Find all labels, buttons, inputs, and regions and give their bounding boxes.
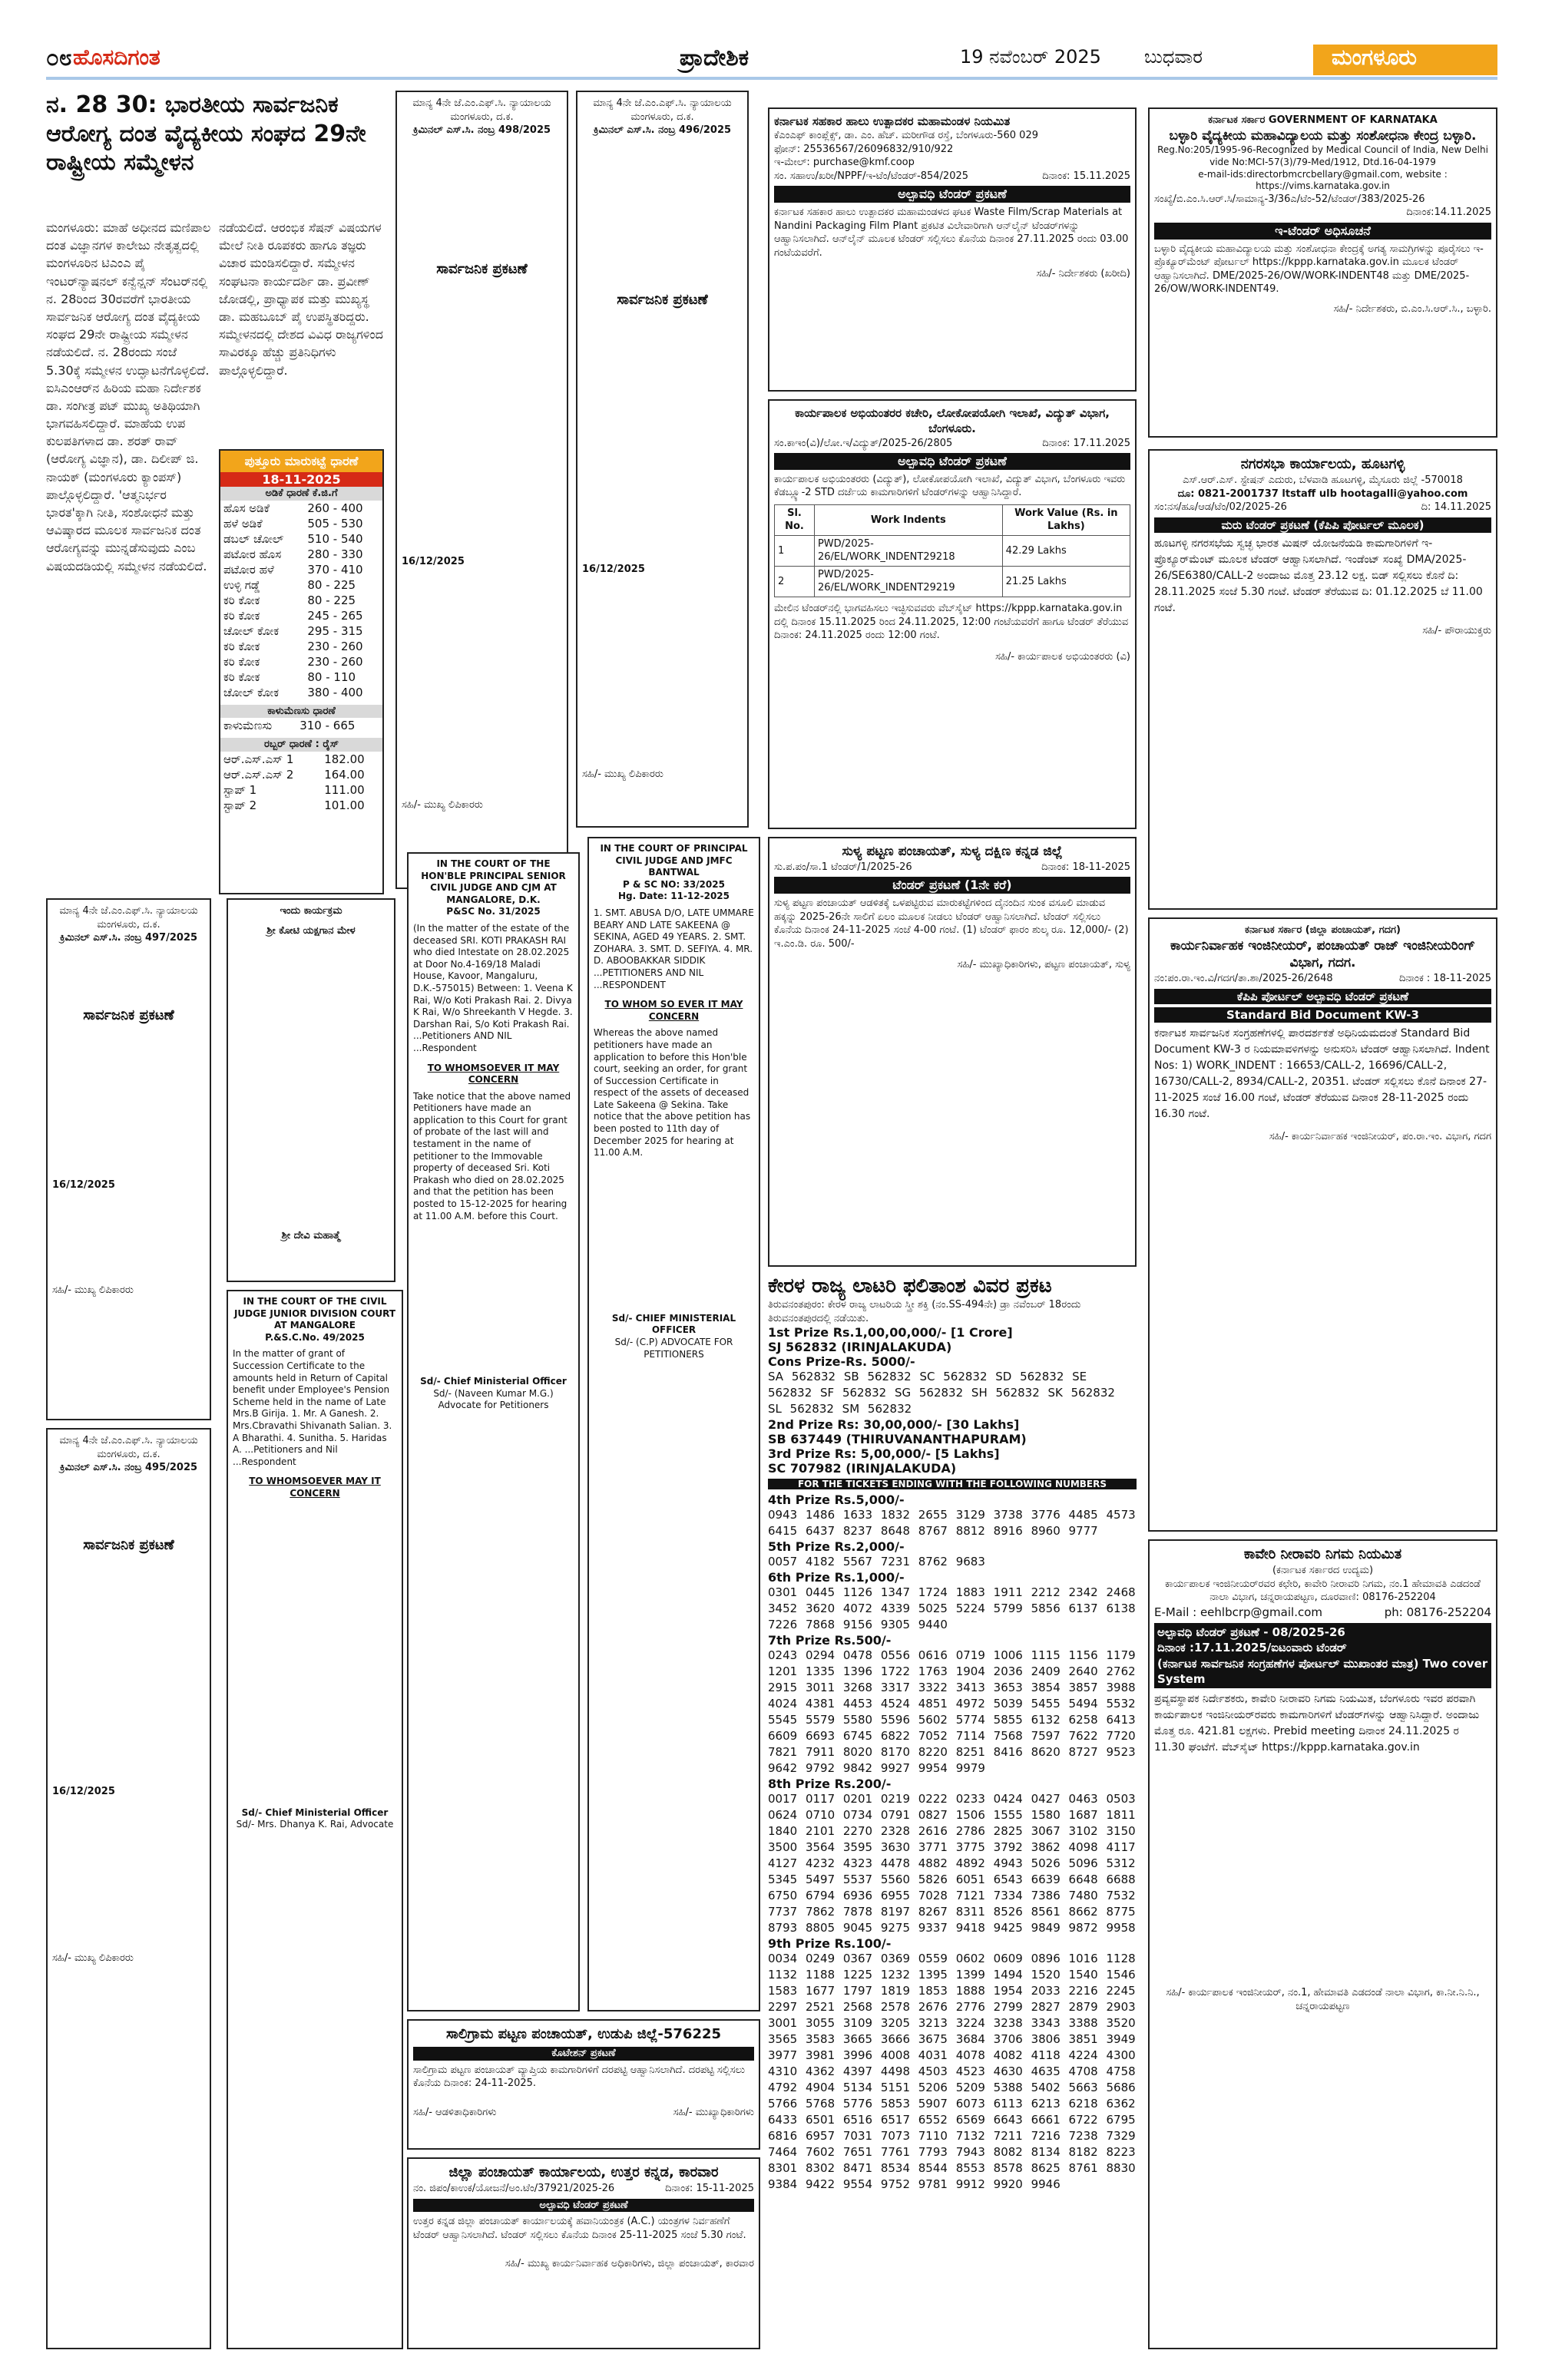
court-case-number: P.&S.C.No. 49/2025	[265, 1331, 365, 1343]
commodity-price: 510 - 540	[307, 531, 363, 546]
court-whom: TO WHOMSOEVER IT MAY CONCERN	[427, 1062, 560, 1086]
court-sign: Sd/- Chief Ministerial Officer	[241, 1806, 389, 1818]
commodity-name: ಕರಿ ಕೋಕ	[223, 593, 260, 607]
tender-title: ಮರು ಟೆಂಡರ್ ಪ್ರಕಟಣೆ (ಕೆಪಿಪಿ ಪೋರ್ಟಲ್ ಮೂಲಕ)	[1154, 517, 1491, 533]
prize-2-number: SB 637449 (THIRUVANANTHAPURAM)	[768, 1432, 1027, 1447]
cell: 21.25 Lakhs	[1002, 566, 1130, 597]
tender-date: ದಿ: 14.11.2025	[1421, 501, 1491, 514]
prize-7-label: 7th Prize Rs.500/-	[768, 1633, 892, 1648]
notice-title: ಸಾರ್ವಜನಿಕ ಪ್ರಕಟಣೆ	[617, 291, 708, 308]
lottery-results	[768, 1274, 1137, 2349]
notice-title: ಸಾರ್ವಜನಿಕ ಪ್ರಕಟಣೆ	[436, 260, 528, 277]
prize-7-numbers: 0243 0294 0478 0556 0616 0719 1006 1115 1156 1179 1201 1335 1396 1722 1763 1904 2036 2409 2640 2762 2915 3011 3268 3317 3322 3413 3653 3854 3857 3988 4024 4381 4453 4524 4851 4972 5039 5455 5494 5532 5545 5579 5580 5596 5602 5774 5855 6132 6258 6413 6609 6693 6745 6822 7052 7114 7568 7597 7622 7720 7821 7911 8020 8170 8220 8251 8416 8620 8727 9523 9642 9792 9842 9927 9954 9979	[768, 1648, 1136, 1776]
court-notice-497	[46, 898, 211, 1420]
commodity-price: 380 - 400	[307, 685, 363, 699]
cauvery-tender	[1148, 1539, 1497, 2349]
commodity-name: ಕರಿ ಕೋಕ	[223, 639, 260, 653]
court-body: In the matter of grant of Succession Certificate to the amounts held in Return of Capital benefit under Employee's Pension Scheme held in the name of Late Mrs.B Girija. 1. Mr. A Ganesh. 2. Mrs.Cbravathi Shivanath Salian. 3. A Bharathi. 4. Sunitha. 5. Haridas A. ...Petitioners and Nil ...Respondent	[233, 1348, 392, 1467]
tender-sign: ಸಹಿ/- ನಿರ್ದೇಶಕರು (ಖರೀದಿ)	[1036, 268, 1130, 280]
notice-signature: ಸಹಿ/- ಮುಖ್ಯ ಲಿಪಿಕಾರರು	[52, 1284, 134, 1297]
col-header: Sl. No.	[775, 504, 815, 535]
court-body: Whereas the above named petitioners have made an application to before this Hon'ble court, seeking an order, for grant of Succession Certificate in respect of the assets of deceased Late Sakeena @ Sekina. Take notice that the above petition has been posted to 11th day of December 2025 for hearing at 11.00 A.M.	[594, 1027, 751, 1159]
saligrama-notice	[407, 2019, 760, 2150]
tender-phone: ದೂ: 0821-2001737 ltstaff ulb hootagalli@yahoo.com	[1177, 488, 1468, 500]
pepper-name: ಕಾಳುಮೆಣಸು	[223, 719, 273, 733]
tender-body-2: ಮೇಲಿನ ಟೆಂಡರ್‌ನಲ್ಲಿ ಭಾಗವಹಿಸಲು ಇಚ್ಛಿಸುವವರು ವೆಬ್‌ಸೈಟ್ https://kppp.karnataka.gov.in ದಲ್ಲಿ ದಿನಾಂಕ 15.11.2025 ರಿಂದ 24.11.2025, 12:00 ಗಂಟೆಯವರೆಗೆ ಹಾಗೂ ಟೆಂಡರ್ ತೆರೆಯುವ ದಿನಾಂಕ: 24.11.2025 ರಂದು 12:00 ಗಂಟೆ.	[774, 603, 1129, 642]
commodity-name: ಡಬಲ್ ಚೋಲ್	[223, 531, 284, 546]
rubber-price: 182.00	[324, 752, 365, 766]
tender-body: ಹೂಟಗಳ್ಳಿ ನಗರಸಭೆಯ ಸ್ವಚ್ಛ ಭಾರತ ಮಿಷನ್ ಯೋಜನೆಯಡಿ ಕಾಮಗಾರಿಗಳಿಗೆ ಇ-ಪ್ರೊಕ್ಯೂರ್‌ಮೆಂಟ್ ಮೂಲಕ ಟೆಂಡರ್ ಆಹ್ವಾನಿಸಲಾಗಿದೆ. ಇಂಡೆಂಟ್ ಸಂಖ್ಯೆ DMA/2025-26/SE6380/CALL-2 ಅಂದಾಜು ಮೊತ್ತ 23.12 ಲಕ್ಷ. ಬಿಡ್ ಸಲ್ಲಿಸಲು ಕೊನೆ ದಿ: 28.11.2025 ಸಂಜೆ 5.30 ಗಂಟೆ. ಟೆಂಡರ್ ತೆರೆಯುವ ದಿ: 01.12.2025 ಬೆ 11.00 ಗಂಟೆ.	[1154, 537, 1483, 615]
notice-number: ಕ್ರಿಮಿನಲ್ ಎಸ್.ಸಿ. ನಂಬ್ರ 495/2025	[59, 1462, 198, 1474]
court-parties: (In the matter of the estate of the deceased SRI. KOTI PRAKASH RAI who died Intestate on 28.02.2025 at Door No.4-169/18 Maladi House, Kavoor, Mangaluru, D.K.-575015) Between: 1. Veena K Rai, W/o Koti Prakash Rai. 2. Divya K Rai, W/o Shreekanth V Hegde. 3. Darshan Rai, S/o Koti Prakash Rai. ...Petitioners AND NIL ...Respondent	[413, 922, 573, 1053]
tender-ref: ಸಂ:ನಸ/ಹೂ/ಆಡ/ಟೆಂ/02/2025-26	[1154, 501, 1287, 514]
tender-gov: (ಕರ್ನಾಟಕ ಸರ್ಕಾರದ ಉದ್ಯಮ)	[1272, 1565, 1374, 1577]
work-indent-table	[774, 504, 1130, 597]
notice-signature: ಸಹಿ/- ಮುಖ್ಯ ಲಿಪಿಕಾರರು	[402, 799, 483, 812]
court-sign: Sd/- Chief Ministerial Officer	[420, 1376, 567, 1387]
karwar-tender	[407, 2157, 760, 2349]
court-case-number: P&SC No. 31/2025	[446, 906, 541, 917]
tender-body: ಬಳ್ಳಾರಿ ವೈದ್ಯಕೀಯ ಮಹಾವಿದ್ಯಾಲಯ ಮತ್ತು ಸಂಶೋಧನಾ ಕೇಂದ್ರಕ್ಕೆ ಅಗತ್ಯ ಸಾಮಗ್ರಿಗಳನ್ನು ಪೂರೈಸಲು ಇ-ಪ್ರೊಕ್ಯೂರ್‌ಮೆಂಟ್ ಪೋರ್ಟಲ್ https://kppp.karnataka.gov.in ಮೂಲಕ ಟೆಂಡರ್ ಆಹ್ವಾನಿಸಲಾಗಿದೆ. DME/2025-26/OW/WORK-INDENT48 ಮತ್ತು DME/2025-26/OW/WORK-INDENT49.	[1154, 243, 1484, 296]
tender-body: ಸುಳ್ಯ ಪಟ್ಟಣ ಪಂಚಾಯತ್ ಆಡಳಿತಕ್ಕೆ ಒಳಪಟ್ಟಿರುವ ಮಾರುಕಟ್ಟೆಗಳಿಂದ ದೈನಂದಿನ ಸುಂಕ ವಸೂಲಿ ಮಾಡುವ ಹಕ್ಕನ್ನು 2025-26ನೇ ಸಾಲಿಗೆ ಏಲಂ ಮೂಲಕ ನೀಡಲು ಟೆಂಡರ್ ಆಹ್ವಾನಿಸಲಾಗಿದೆ. ಟೆಂಡರ್ ಸಲ್ಲಿಸಲು ಕೊನೆಯ ದಿನಾಂಕ 24-11-2025 ಸಂಜೆ 4-00 ಗಂಟೆ. (1) ಟೆಂಡರ್ ಫಾರಂ ಶುಲ್ಕ ರೂ. 12,000/- (2) ಇ.ಎಂ.ಡಿ. ರೂ. 500/-	[774, 897, 1129, 950]
tender-title: ಅಲ್ಪಾವಧಿ ಟೆಂಡರ್ ಪ್ರಕಟಣೆ - 08/2025-26	[1157, 1625, 1345, 1640]
tender-phone: ph: 08176-252204	[1384, 1605, 1491, 1619]
table-row	[775, 566, 1130, 597]
rubber-price: 111.00	[324, 782, 365, 797]
cell: PWD/2025-26/EL/WORK_INDENT29219	[814, 566, 1002, 597]
market-rates-box	[219, 449, 384, 894]
commodity-price: 505 - 530	[307, 516, 363, 531]
notice-number: ಕ್ರಿಮಿನಲ್ ಎಸ್.ಸಿ. ನಂಬ್ರ 496/2025	[593, 124, 732, 137]
court-head: IN THE COURT OF THE HON'BLE PRINCIPAL SENIOR CIVIL JUDGE AND CJM AT MANGALORE, D.K.	[421, 858, 566, 905]
market-row	[220, 654, 382, 669]
notice-sign: ಸಹಿ/- ಮುಖ್ಯಾಧಿಕಾರಿಗಳು	[673, 2106, 754, 2118]
paper-name: ಹೊಸದಿಗಂತ	[73, 45, 160, 70]
prize-2-label: 2nd Prize Rs: 30,00,000/- [30 Lakhs]	[768, 1417, 1020, 1433]
tender-gov: ಕರ್ನಾಟಕ ಸರ್ಕಾರ (ಜಿಲ್ಲಾ ಪಂಚಾಯತ್, ಗದಗ)	[1245, 924, 1401, 936]
commodity-name: ಕರಿ ಕೋಕ	[223, 654, 260, 669]
tender-phone: ಫೋನ್: 25536567/26096832/910/922	[774, 143, 954, 155]
news-column-1: ಮಂಗಳೂರು: ಮಾಹೆ ಅಧೀನದ ಮಣಿಪಾಲ ದಂತ ವಿಜ್ಞಾನಗಳ ಕಾಲೇಜು ನೇತೃತ್ವದಲ್ಲಿ ಮಂಗಳೂರಿನ ಟಿಎಂಎ ಪೈ ಇಂಟರ್‌ನ್ಯಾಷನಲ್ ಕನ್ವೆನ್ಷನ್ ಸೆಂಟರ್‌ನಲ್ಲಿ ನ. 28ರಿಂದ 30ರವರೆಗೆ ಭಾರತೀಯ ಸಾರ್ವಜನಿಕ ಆರೋಗ್ಯ ದಂತ ವೈದ್ಯಕೀಯ ಸಂಘದ 29ನೇ ರಾಷ್ಟ್ರೀಯ ಸಮ್ಮೇಳನ ನಡೆಯಲಿದೆ. ನ. 28ರಂದು ಸಂಜೆ 5.30ಕ್ಕೆ ಸಮ್ಮೇಳನ ಉದ್ಘಾಟನೆಗೊಳ್ಳಲಿದೆ. ಐಸಿಎಂಆರ್‌ನ ಹಿರಿಯ ಮಹಾ ನಿರ್ದೇಶಕ ಡಾ. ಸಂಗೀತ್ರ ಪಟ್ ಮುಖ್ಯ ಅತಿಥಿಯಾಗಿ ಭಾಗವಹಿಸಲಿದ್ದಾರೆ. ಮಾಹೆಯ ಉಪ ಕುಲಪತಿಗಳಾದ ಡಾ. ಶರತ್ ರಾವ್ (ಆರೋಗ್ಯ ವಿಜ್ಞಾನ), ಡಾ. ದಿಲೀಪ್ ಜಿ. ನಾಯಕ್ (ಮಂಗಳೂರು ಕ್ಯಾಂಪಸ್) ಪಾಲ್ಗೊಳ್ಳಲಿದ್ದಾರೆ. 'ಆತ್ಮನಿರ್ಭರ ಭಾರತ'ಕ್ಕಾಗಿ ನೀತಿ, ಸಂಶೋಧನೆ ಮತ್ತು ಆವಿಷ್ಕಾರದ ಮೂಲಕ ಸಾರ್ವಜನಿಕ ದಂತ ಆರೋಗ್ಯವನ್ನು ಮುನ್ನಡೆಸುವುದು ಎಂಬ ವಿಷಯದಡಿಯಲ್ಲಿ ಸಮ್ಮೇಳನ ನಡೆಯಲಿದೆ.	[46, 220, 211, 574]
prize-6-label: 6th Prize Rs.1,000/-	[768, 1570, 905, 1585]
table-row	[775, 535, 1130, 566]
notice-number: ಕ್ರಿಮಿನಲ್ ಎಸ್.ಸಿ. ನಂಬ್ರ 497/2025	[59, 932, 198, 944]
tender-ref: ಸಂ.ಕಾಇಂ(ವಿ)/ಲೋ.ಇ/ವಿದ್ಯುತ್/2025-26/2805	[774, 437, 953, 449]
rubber-grade: ಆರ್.ಎಸ್.ಎಸ್ 2	[223, 767, 294, 782]
commodity-name: ಚೋಲ್ ಕೋಕ	[223, 685, 280, 699]
court-body: Take notice that the above named Petitioners have made an application to this Court for grant of probate of the last will and testament in the name of petitioner to the Immovable property of deceased Sri. Koti Prakash who died on 28.02.2025 and that the petition has been posted to 15-12-2025 for hearing at 11.00 A.M. before this Court.	[413, 1090, 571, 1221]
tender-reg: Reg.No:205/1995-96-Recognized by Medical Council of India, New Delhi vide No:MCI-57(3)/79-Med/1912, Dtd.16-04-1979	[1157, 144, 1488, 168]
market-row	[220, 562, 382, 577]
notice-date: 16/12/2025	[52, 1785, 115, 1797]
commodity-price: 80 - 225	[307, 593, 356, 607]
notice-title: ಸಾರ್ವಜನಿಕ ಪ್ರಕಟಣೆ	[83, 1007, 174, 1023]
tender-body: ಉತ್ತರ ಕನ್ನಡ ಜಿಲ್ಲಾ ಪಂಚಾಯತ್ ಕಾರ್ಯಾಲಯಕ್ಕೆ ಹವಾನಿಯಂತ್ರಕ (A.C.) ಯಂತ್ರಗಳ ನಿರ್ವಹಣೆಗೆ ಟೆಂಡರ್ ಆಹ್ವಾನಿಸಲಾಗಿದೆ. ಟೆಂಡರ್ ಸಲ್ಲಿಸಲು ಕೊನೆಯ ದಿನಾಂಕ 25-11-2025 ಸಂಜೆ 5.30 ಗಂಟೆ.	[413, 2216, 746, 2241]
rubber-title: ರಬ್ಬರ್ ಧಾರಣೆ : ರೈಸ್	[220, 738, 382, 752]
sulya-tender	[768, 837, 1137, 1267]
tender-date: ದಿನಾಂಕ: 15-11-2025	[665, 2183, 754, 2195]
tender-email: ಇ-ಮೇಲ್: purchase@kmf.coop	[774, 157, 915, 169]
tender-address: ಎಸ್.ಆರ್.ಎಸ್. ಸ್ಟೇಷನ್ ಎದುರು, ಬೆಳವಾಡಿ ಹೂಟಗಳ್ಳಿ, ಮೈಸೂರು ಜಿಲ್ಲೆ -570018	[1183, 474, 1463, 487]
commodity-name: ಹೊಸ ಅಡಿಕೆ	[223, 501, 270, 515]
masthead-rule	[46, 77, 1497, 80]
notice-head: ಮಾನ್ಯ 4ನೇ ಜೆ.ಎಂ.ಎಫ್.ಸಿ. ನ್ಯಾಯಾಲಯ ಮಂಗಳೂರು, ದ.ಕ.	[593, 98, 732, 123]
prize-6-numbers: 0301 0445 1126 1347 1724 1883 1911 2212 2342 2468 3452 3620 4072 4339 5025 5224 5799 5856 6137 6138 7226 7868 9156 9305 9440	[768, 1585, 1136, 1632]
tender-sign: ಸಹಿ/- ಪೌರಾಯುಕ್ತರು	[1422, 625, 1491, 637]
kmf-tender	[768, 107, 1137, 392]
commodity-name: ಚೋಲ್ ಕೋಕ	[223, 623, 280, 638]
tender-org: ಕಾರ್ಯನಿರ್ವಾಹಕ ಇಂಜಿನೀಯರ್, ಪಂಚಾಯತ್ ರಾಜ್ ಇಂಜಿನೀಯರಿಂಗ್ ವಿಭಾಗ, ಗದಗ.	[1170, 937, 1475, 971]
tender-date: ದಿನಾಂಕ : 18-11-2025	[1398, 973, 1491, 985]
prize-3-label: 3rd Prize Rs: 5,00,000/- [5 Lakhs]	[768, 1446, 1000, 1462]
cons-prize-numbers: SA 562832 SB 562832 SC 562832 SD 562832 SE 562832 SF 562832 SG 562832 SH 562832 SK 562832 SL 562832 SM 562832	[768, 1370, 1115, 1416]
pwd-tender	[768, 399, 1137, 829]
tender-title: ಕೆಪಿಪಿ ಪೋರ್ಟಲ್ ಅಲ್ಪಾವಧಿ ಟೆಂಡರ್ ಪ್ರಕಟಣೆ	[1154, 989, 1491, 1004]
notice-signature: ಸಹಿ/- ಮುಖ್ಯ ಲಿಪಿಕಾರರು	[52, 1952, 134, 1965]
rubber-price: 164.00	[324, 767, 365, 782]
court-notice-495	[46, 1428, 211, 2349]
tender-date: ದಿನಾಂಕ: 15.11.2025	[1042, 170, 1130, 182]
tender-subtitle: ದಿನಾಂಕ :17.11.2025/ಐಟಂವಾರು ಟೆಂಡರ್	[1157, 1641, 1347, 1655]
notice-title: ಕೊಟೇಶನ್ ಪ್ರಕಟಣೆ	[413, 2047, 754, 2061]
court-whom: TO WHOM SO EVER IT MAY CONCERN	[604, 999, 743, 1022]
lottery-intro: ತಿರುವನಂತಪುರಂ: ಕೇರಳ ರಾಜ್ಯ ಲಾಟರಿಯ ಸ್ತ್ರೀ ಶಕ್ತಿ (ನಂ.SS-494ನೇ) ಡ್ರಾ ನವೆಂಬರ್ 18ರಂದು ತಿರುವನಂತಪುರದಲ್ಲಿ ನಡೆಯಿತು.	[768, 1299, 1081, 1324]
market-row	[220, 685, 382, 700]
tender-subtitle-2: (ಕರ್ನಾಟಕ ಸಾರ್ವಜನಿಕ ಸಂಗ್ರಹಣೆಗಳ ಪೋರ್ಟಲ್ ಮುಖಾಂತರ ಮಾತ್ರ) Two cover System	[1157, 1656, 1488, 1686]
commodity-price: 370 - 410	[307, 562, 363, 577]
market-row	[220, 531, 382, 547]
prize-9-numbers: 0034 0249 0367 0369 0559 0602 0609 0896 1016 1128 1132 1188 1225 1232 1395 1399 1494 1520 1540 1546 1583 1677 1797 1819 1853 1888 1954 2033 2216 2245 2297 2521 2568 2578 2676 2776 2799 2827 2879 2903 3001 3055 3109 3205 3213 3224 3238 3343 3388 3520 3565 3583 3665 3666 3675 3684 3706 3806 3851 3949 3977 3981 3996 4008 4031 4078 4082 4118 4224 4300 4310 4362 4397 4498 4503 4523 4630 4635 4708 4758 4792 4904 5134 5151 5206 5209 5388 5402 5663 5686 5766 5768 5776 5853 5907 6073 6113 6213 6218 6362 6433 6501 6516 6517 6552 6569 6643 6661 6722 6795 6816 6957 7031 7073 7110 7132 7211 7216 7238 7329 7464 7602 7651 7761 7793 7943 8082 8134 8182 8223 8301 8302 8471 8534 8544 8553 8578 8625 8761 8830 9384 9422 9554 9752 9781 9912 9920 9946	[768, 1952, 1136, 2192]
issue-date: 19 ನವೆಂಬರ್ 2025	[960, 46, 1101, 68]
court-parties: 1. SMT. ABUSA D/O, LATE UMMARE BEARY AND LATE SAKEENA @ SEKINA, AGED 49 YEARS. 2. SMT. ZOHARA. 3. SMT. D. SEFIYA. 4. MR. D. ABOOBAKKAR SIDDIK ...PETITIONERS AND NIL ...RESPONDENT	[594, 907, 754, 990]
court-sign: Sd/- CHIEF MINISTERIAL OFFICER	[611, 1312, 736, 1336]
court-advocate: Sd/- Mrs. Dhanya K. Rai, Advocate	[236, 1819, 394, 1830]
cell: 1	[775, 535, 815, 566]
court-head: IN THE COURT OF PRINCIPAL CIVIL JUDGE AND JMFC BANTWAL	[600, 843, 748, 878]
pepper-rate-table	[220, 718, 382, 733]
court-notice-bantwal	[587, 837, 760, 2011]
market-date: 18-11-2025	[220, 472, 382, 487]
commodity-name: ಕರಿ ಕೋಕ	[223, 669, 260, 684]
court-advocate: Sd/- (C.P) ADVOCATE FOR PETITIONERS	[614, 1337, 733, 1360]
tender-ref: ಸಂಖ್ಯೆ/ಬಿ.ಎಂ.ಸಿ.ಆರ್.ಸಿ/ಸಾಮಾನ್ಯ-3/36ಎ/ಟೆಂ-52/ಟೆಂಡರ್/383/2025-26	[1154, 193, 1425, 205]
market-row	[220, 608, 382, 623]
court-advocate: Sd/- (Naveen Kumar M.G.) Advocate for Petitioners	[433, 1387, 554, 1411]
prize-9-label: 9th Prize Rs.100/-	[768, 1936, 892, 1952]
commodity-price: 80 - 110	[307, 669, 356, 684]
rubber-row	[220, 752, 382, 767]
tender-org: ಜಿಲ್ಲಾ ಪಂಚಾಯತ್ ಕಾರ್ಯಾಲಯ, ಉತ್ತರ ಕನ್ನಡ, ಕಾರವಾರ	[448, 2164, 719, 2180]
prize-5-label: 5th Prize Rs.2,000/-	[768, 1539, 905, 1555]
lottery-ending-bar: FOR THE TICKETS ENDING WITH THE FOLLOWING NUMBERS	[768, 1479, 1137, 1489]
hootagalli-tender	[1148, 449, 1497, 910]
edition-badge: ಮಂಗಳೂರು	[1313, 45, 1497, 75]
event-box	[227, 898, 395, 1282]
prize-8-numbers: 0017 0117 0201 0219 0222 0233 0424 0427 0463 0503 0624 0710 0734 0791 0827 1506 1555 1580 1687 1811 1840 2101 2270 2328 2616 2786 2825 3067 3102 3150 3500 3564 3595 3630 3771 3775 3792 3862 4098 4117 4127 4232 4323 4478 4882 4892 4943 5026 5096 5312 5345 5497 5537 5560 5826 6051 6543 6639 6648 6688 6750 6794 6936 6955 7028 7121 7334 7386 7480 7532 7737 7862 7878 8197 8267 8311 8526 8561 8662 8775 8793 8805 9045 9275 9337 9418 9425 9849 9872 9958	[768, 1792, 1136, 1935]
tender-email: e-mail-ids:directorbmcrcbellary@gmail.com, website : https://vims.karnataka.gov.in	[1198, 168, 1448, 192]
event-footer: ಶ್ರೀ ದೇವಿ ಮಹಾತ್ಮೆ	[281, 1230, 341, 1242]
tender-sign: ಸಹಿ/- ಮುಖ್ಯ ಕಾರ್ಯನಿರ್ವಾಹಕ ಅಧಿಕಾರಿಗಳು, ಜಿಲ್ಲಾ ಪಂಚಾಯತ್, ಕಾರವಾರ	[505, 2258, 754, 2270]
tender-address: ಕೆಎಂಎಫ್ ಕಾಂಪ್ಲೆಕ್ಸ್, ಡಾ. ಎಂ. ಹೆಚ್. ಮರೀಗೌಡ ರಸ್ತೆ, ಬೆಂಗಳೂರು-560 029	[774, 130, 1038, 142]
market-row	[220, 577, 382, 593]
tender-title: ಅಲ್ಪಾವಧಿ ಟೆಂಡರ್ ಪ್ರಕಟಣೆ	[774, 453, 1130, 470]
commodity-name: ಪಟೋರ ಹೊಸ	[223, 547, 282, 561]
notice-head: ಮಾನ್ಯ 4ನೇ ಜೆ.ಎಂ.ಎಫ್.ಸಿ. ನ್ಯಾಯಾಲಯ ಮಂಗಳೂರು, ದ.ಕ.	[59, 905, 198, 931]
notice-title: ಸಾರ್ವಜನಿಕ ಪ್ರಕಟಣೆ	[83, 1536, 174, 1553]
tender-title: ಟೆಂಡರ್ ಪ್ರಕಟಣೆ (1ನೇ ಕರೆ)	[774, 877, 1130, 894]
prize-3-number: SC 707982 (IRINJALAKUDA)	[768, 1461, 957, 1476]
court-notice-498	[395, 91, 568, 889]
tender-title: ಇ-ಟೆಂಡರ್ ಅಧಿಸೂಚನೆ	[1154, 223, 1491, 240]
notice-date: 16/12/2025	[402, 555, 465, 567]
court-notice-mangalore-junior	[227, 1290, 403, 2349]
cell: PWD/2025-26/EL/WORK_INDENT29218	[814, 535, 1002, 566]
commodity-name: ಕರಿ ಕೋಕ	[223, 608, 260, 623]
notice-date: 16/12/2025	[52, 1178, 115, 1191]
commodity-price: 260 - 400	[307, 501, 363, 515]
rubber-row	[220, 767, 382, 782]
tender-sign: ಸಹಿ/- ಕಾರ್ಯನಿರ್ವಾಹಕ ಇಂಜಿನೀಯರ್, ಪಂ.ರಾ.ಇಂ. ವಿಭಾಗ, ಗದಗ	[1269, 1131, 1491, 1143]
notice-head: ಮಾನ್ಯ 4ನೇ ಜೆ.ಎಂ.ಎಫ್.ಸಿ. ನ್ಯಾಯಾಲಯ ಮಂಗಳೂರು, ದ.ಕ.	[412, 98, 551, 123]
market-row	[220, 516, 382, 531]
issue-day: ಬುಧವಾರ	[1144, 46, 1203, 68]
news-headline: ನ. 28 30: ಭಾರತೀಯ ಸಾರ್ವಜನಿಕ ಆರೋಗ್ಯ ದಂತ ವೈದ್ಯಕೀಯ ಸಂಘದ 29ನೇ ರಾಷ್ಟ್ರೀಯ ಸಮ್ಮೇಳನ	[46, 91, 366, 176]
court-whom: TO WHOMSOEVER MAY IT CONCERN	[249, 1476, 381, 1499]
tender-body: ಕಾರ್ಯಪಾಲಕ ಅಭಿಯಂತರರು (ವಿದ್ಯುತ್), ಲೋಕೋಪಯೋಗಿ ಇಲಾಖೆ, ವಿದ್ಯುತ್ ವಿಭಾಗ, ಬೆಂಗಳೂರು ಇವರು ಕೆಡಬ್ಲ್ಯೂ-2 STD ದರ್ಜೆಯ ಕಾಮಗಾರಿಗಳಿಗೆ ಟೆಂಡರ್‌ಗಳನ್ನು ಆಹ್ವಾನಿಸಿದ್ದಾರೆ.	[774, 473, 1126, 499]
market-row	[220, 547, 382, 562]
market-row	[220, 669, 382, 685]
tender-org: ಸುಳ್ಯ ಪಟ್ಟಣ ಪಂಚಾಯತ್, ಸುಳ್ಯ ದಕ್ಷಿಣ ಕನ್ನಡ ಜಿಲ್ಲೆ	[842, 844, 1063, 859]
tender-sign: ಸಹಿ/- ಮುಖ್ಯಾಧಿಕಾರಿಗಳು, ಪಟ್ಟಣ ಪಂಚಾಯತ್, ಸುಳ್ಯ	[957, 959, 1130, 971]
pepper-value: 310 - 665	[299, 719, 356, 733]
tender-sign: ಸಹಿ/- ಕಾರ್ಯಪಾಲಕ ಅಭಿಯಂತರರು (ವಿ)	[995, 650, 1130, 663]
market-row	[220, 623, 382, 639]
rubber-row	[220, 782, 382, 798]
tender-date: ದಿನಾಂಕ:14.11.2025	[1406, 207, 1491, 219]
court-case-number: P & SC NO: 33/2025	[623, 878, 725, 890]
notice-org: ಸಾಲಿಗ್ರಾಮ ಪಟ್ಟಣ ಪಂಚಾಯತ್, ಉಡುಪಿ ಜಿಲ್ಲೆ-576225	[445, 2026, 722, 2042]
tender-org: ನಗರಸಭಾ ಕಾರ್ಯಾಲಯ, ಹೂಟಗಳ್ಳಿ	[1240, 456, 1405, 472]
market-row	[220, 639, 382, 654]
cell: 42.29 Lakhs	[1002, 535, 1130, 566]
news-column-2: ನಡೆಯಲಿದೆ. ಆರಂಭಿಕ ಸೆಷನ್ ವಿಷಯಗಳ ಮೇಲೆ ನೀತಿ ರೂಪಕರು ಹಾಗೂ ತಜ್ಞರು ವಿಚಾರ ಮಂಡಿಸಲಿದ್ದಾರೆ. ಸಮ್ಮೇಳನ ಸಂಘಟನಾ ಕಾರ್ಯದರ್ಶಿ ಡಾ. ಪ್ರವೀಣ್ ಜೋಡಲ್ಲಿ, ಪ್ರಾಧ್ಯಾಪಕ ಮತ್ತು ಮುಖ್ಯಸ್ಥ ಡಾ. ಮಹಬೂಬ್ ಪೈ ಉಪಸ್ಥಿತರಿದ್ದರು. ಸಮ್ಮೇಳನದಲ್ಲಿ ದೇಶದ ವಿವಿಧ ರಾಜ್ಯಗಳಿಂದ ಸಾವಿರಕ್ಕೂ ಹೆಚ್ಚು ಪ್ರತಿನಿಧಿಗಳು ಪಾಲ್ಗೊಳ್ಳಲಿದ್ದಾರೆ.	[219, 220, 383, 378]
commodity-price: 280 - 330	[307, 547, 363, 561]
commodity-name: ಹಳೆ ಅಡಿಕೆ	[223, 516, 263, 531]
tender-email: E-Mail : eehlbcrp@gmail.com	[1154, 1605, 1323, 1619]
section-title: ಪ್ರಾದೇಶಿಕ	[679, 45, 749, 71]
commodity-price: 295 - 315	[307, 623, 363, 638]
court-notice-496	[576, 91, 749, 828]
rubber-price: 101.00	[324, 798, 365, 812]
market-row	[220, 501, 382, 516]
commodity-price: 245 - 265	[307, 608, 363, 623]
tender-sign: ಸಹಿ/- ಕಾರ್ಯಪಾಲಕ ಇಂಜಿನೀಯರ್, ನಂ.1, ಹೇಮಾವತಿ ಎಡದಂಡೆ ನಾಲಾ ವಿಭಾಗ, ಕಾ.ನೀ.ನಿ.ನಿ., ಚನ್ನರಾಯಪಟ್ಟಣ	[1166, 1987, 1480, 2012]
rubber-grade: ಆರ್.ಎಸ್.ಎಸ್ 1	[223, 752, 294, 766]
tender-gov: ಕರ್ನಾಟಕ ಸರ್ಕಾರ GOVERNMENT OF KARNATAKA	[1208, 114, 1438, 126]
tender-body: ಕರ್ನಾಟಕ ಸಾರ್ವಜನಿಕ ಸಂಗ್ರಹಣೆಗಳಲ್ಲಿ ಪಾರದರ್ಶಕತೆ ಅಧಿನಿಯಮದಂತೆ Standard Bid Document KW-3 ರ ನಿಯಮಾವಳಿಗಳನ್ನು ಅನುಸರಿಸಿ ಟೆಂಡರ್ ಆಹ್ವಾನಿಸಲಾಗಿದೆ. Indent Nos: 1) WORK_INDENT : 16653/CALL-2, 16696/CALL-2, 16730/CALL-2, 8934/CALL-2, 20351. ಟೆಂಡರ್ ಸಲ್ಲಿಸಲು ಕೊನೆ ದಿನಾಂಕ 27-11-2025 ಸಂಜೆ 16.00 ಗಂಟೆ, ಟೆಂಡರ್ ತೆರೆಯುವ ದಿನಾಂಕ 28-11-2025 ರಂದು 16.30 ಗಂಟೆ.	[1154, 1027, 1490, 1121]
prize-4-numbers: 0943 1486 1633 1832 2655 3129 3738 3776 4485 4573 6415 6437 8237 8648 8767 8812 8916 8960 9777	[768, 1508, 1136, 1539]
prize-5-numbers: 0057 4182 5567 7231 8762 9683	[768, 1555, 985, 1569]
tender-body: ಪ್ರವ್ಯವಸ್ಥಾಪಕ ನಿರ್ದೇಶಕರು, ಕಾವೇರಿ ನೀರಾವರಿ ನಿಗಮ ನಿಯಮಿತ, ಬೆಂಗಳೂರು ಇವರ ಪರವಾಗಿ ಕಾರ್ಯಪಾಲಕ ಇಂಜಿನೀಯರ್‌ರವರು ಕಾಮಗಾರಿಗಳಿಗೆ ಟೆಂಡರ್‌ಗಳನ್ನು ಆಹ್ವಾನಿಸಿದ್ದಾರೆ. ಅಂದಾಜು ಮೊತ್ತ ರೂ. 421.81 ಲಕ್ಷಗಳು. Prebid meeting ದಿನಾಂಕ 24.11.2025 ರ 11.30 ಘಂಟೆಗೆ. ವೆಬ್‌ಸೈಟ್ https://kppp.karnataka.gov.in	[1154, 1693, 1480, 1754]
commodity-name: ಉಳ್ಳಿ ಗಡ್ಡೆ	[223, 577, 260, 592]
prize-1-label: 1st Prize Rs.1,00,00,000/- [1 Crore]	[768, 1325, 1013, 1340]
court-hearing-date: Hg. Date: 11-12-2025	[617, 891, 730, 902]
notice-sign: ಸಹಿ/- ಆಡಳಿತಾಧಿಕಾರಿಗಳು	[413, 2106, 497, 2118]
prize-8-label: 8th Prize Rs.200/-	[768, 1777, 892, 1792]
notice-number: ಕ್ರಿಮಿನಲ್ ಎಸ್.ಸಿ. ನಂಬ್ರ 498/2025	[412, 124, 551, 137]
market-subtitle: ಅಡಿಕೆ ಧಾರಣೆ ಕೆ.ಜಿ.ಗೆ	[220, 487, 382, 501]
col-header: Work Value (Rs. in Lakhs)	[1002, 504, 1130, 535]
tender-org: ಕಾವೇರಿ ನೀರಾವರಿ ನಿಗಮ ನಿಯಮಿತ	[1243, 1546, 1402, 1562]
commodity-name: ಪಟೋರ ಹಳೆ	[223, 562, 274, 577]
prize-4-label: 4th Prize Rs.5,000/-	[768, 1492, 905, 1508]
pepper-title: ಕಾಳುಮೆಣಸು ಧಾರಣೆ	[220, 705, 382, 719]
tender-title: ಅಲ್ಪಾವಧಿ ಟೆಂಡರ್ ಪ್ರಕಟಣೆ	[774, 186, 1130, 203]
tender-ref: ನಂ:ಪಂ.ರಾ.ಇಂ.ವಿ/ಗದಗ/ತಾ.ಶಾ/2025-26/2648	[1154, 973, 1333, 985]
tender-date: ದಿನಾಂಕ: 17.11.2025	[1042, 437, 1130, 449]
tender-ref: ನಂ. ಜಿಪಂ/ಕಾಉಕ/ಯೋಜನೆ/ಅಂ.ಟೆಂ/37921/2025-26	[413, 2183, 615, 2195]
tender-title: ಅಲ್ಪಾವಧಿ ಟೆಂಡರ್ ಪ್ರಕಟಣೆ	[413, 2199, 754, 2213]
event-head: ಇಂದು ಕಾರ್ಯಕ್ರಮ	[280, 905, 342, 917]
notice-signature: ಸಹಿ/- ಮುಖ್ಯ ಲಿಪಿಕಾರರು	[582, 769, 663, 781]
notice-head: ಮಾನ್ಯ 4ನೇ ಜೆ.ಎಂ.ಎಫ್.ಸಿ. ನ್ಯಾಯಾಲಯ ಮಂಗಳೂರು, ದ.ಕ.	[59, 1435, 198, 1460]
tender-date: ದಿನಾಂಕ: 18-11-2025	[1041, 861, 1130, 873]
notice-body: ಸಾಲಿಗ್ರಾಮ ಪಟ್ಟಣ ಪಂಚಾಯತ್ ವ್ಯಾಪ್ತಿಯ ಕಾಮಗಾರಿಗಳಿಗೆ ದರಪಟ್ಟಿ ಆಹ್ವಾನಿಸಲಾಗಿದೆ. ದರಪಟ್ಟಿ ಸಲ್ಲಿಸಲು ಕೊನೆಯ ದಿನಾಂಕ: 24-11-2025.	[413, 2064, 746, 2090]
lottery-title: ಕೇರಳ ರಾಜ್ಯ ಲಾಟರಿ ಫಲಿತಾಂಶ ವಿವರ ಪ್ರಕಟ	[768, 1274, 1052, 1297]
tender-org: ಬಳ್ಳಾರಿ ವೈದ್ಯಕೀಯ ಮಹಾವಿದ್ಯಾಲಯ ಮತ್ತು ಸಂಶೋಧನಾ ಕೇಂದ್ರ ಬಳ್ಳಾರಿ.	[1169, 127, 1477, 144]
cons-prize-label: Cons Prize-Rs. 5000/-	[768, 1354, 915, 1370]
market-title: ಪುತ್ತೂರು ಮಾರುಕಟ್ಟೆ ಧಾರಣೆ	[220, 451, 382, 472]
col-header: Work Indents	[814, 504, 1002, 535]
commodity-price: 80 - 225	[307, 577, 356, 592]
page-number: ೦೮	[46, 45, 72, 71]
cell: 2	[775, 566, 815, 597]
prize-1-number: SJ 562832 (IRINJALAKUDA)	[768, 1340, 952, 1355]
tender-body: ಕರ್ನಾಟಕ ಸಹಕಾರ ಹಾಲು ಉತ್ಪಾದಕರ ಮಹಾಮಂಡಳದ ಘಟಕ Waste Film/Scrap Materials at Nandini Packaging Film Plant ಪ್ರಕಟಿತ ವಿಲೇವಾರಿಗಾಗಿ ಆನ್‌ಲೈನ್ ಟೆಂಡರ್‌ಗಳನ್ನು ಆಹ್ವಾನಿಸಲಾಗಿದೆ. ಆನ್‌ಲೈನ್ ಮೂಲಕ ಟೆಂಡರ್ ಸಲ್ಲಿಸಲು ಕೊನೆಯ ದಿನಾಂಕ 27.11.2025 ರಂದು 03.00 ಗಂಟೆಯವರೆಗೆ.	[774, 207, 1129, 259]
commodity-price: 230 - 260	[307, 654, 363, 669]
gadag-tender	[1148, 917, 1497, 1532]
court-notice-mangalore-senior	[407, 852, 580, 2011]
tender-ref: ಸು.ಪ.ಪಂ/ಸಾ.1 ಟೆಂಡರ್/1/2025-26	[774, 861, 912, 873]
rubber-grade: ಸ್ಟಾಪ್ 1	[223, 782, 257, 797]
commodity-price: 230 - 260	[307, 639, 363, 653]
market-row	[220, 593, 382, 608]
bmcri-tender	[1148, 107, 1497, 438]
arecanut-rate-table	[220, 501, 382, 700]
tender-sign: ಸಹಿ/- ನಿರ್ದೇಶಕರು, ಬಿ.ಎಂ.ಸಿ.ಆರ್.ಸಿ., ಬಳ್ಳಾರಿ.	[1333, 302, 1491, 315]
rubber-grade: ಸ್ಟಾಪ್ 2	[223, 798, 257, 812]
rubber-row	[220, 798, 382, 813]
tender-org: ಕರ್ನಾಟಕ ಸಹಕಾರ ಹಾಲು ಉತ್ಪಾದಕರ ಮಹಾಮಂಡಳ ನಿಯಮಿತ	[774, 114, 1011, 128]
rubber-rate-table	[220, 752, 382, 813]
notice-date: 16/12/2025	[582, 563, 645, 575]
tender-address: ಕಾರ್ಯಪಾಲಕ ಇಂಜಿನೀಯರ್‌ರವರ ಕಛೇರಿ, ಕಾವೇರಿ ನೀರಾವರಿ ನಿಗಮ, ನಂ.1 ಹೇಮಾವತಿ ಎಡದಂಡೆ ನಾಲಾ ವಿಭಾಗ, ಚನ್ನರಾಯಪಟ್ಟಣ, ದೂರವಾಣಿ: 08176-252204	[1165, 1578, 1481, 1604]
court-head: IN THE COURT OF THE CIVIL JUDGE JUNIOR DIVISION COURT AT MANGALORE	[233, 1296, 396, 1331]
tender-org: ಕಾರ್ಯಪಾಲಕ ಅಭಿಯಂತರರ ಕಚೇರಿ, ಲೋಕೋಪಯೋಗಿ ಇಲಾಖೆ, ವಿದ್ಯುತ್ ವಿಭಾಗ, ಬೆಂಗಳೂರು.	[795, 406, 1110, 436]
tender-ref: ಸಂ. ಸಹಾಉ/ಖರೀ/NPPF/ಇ-ಟೆಂ/ಟೆಂಡರ್-854/2025	[774, 170, 969, 182]
event-title: ಶ್ರೀ ಕೋಟಿ ಯಕ್ಷಗಾನ ಮೇಳ	[266, 924, 356, 937]
tender-subtitle: Standard Bid Document KW-3	[1154, 1007, 1491, 1023]
